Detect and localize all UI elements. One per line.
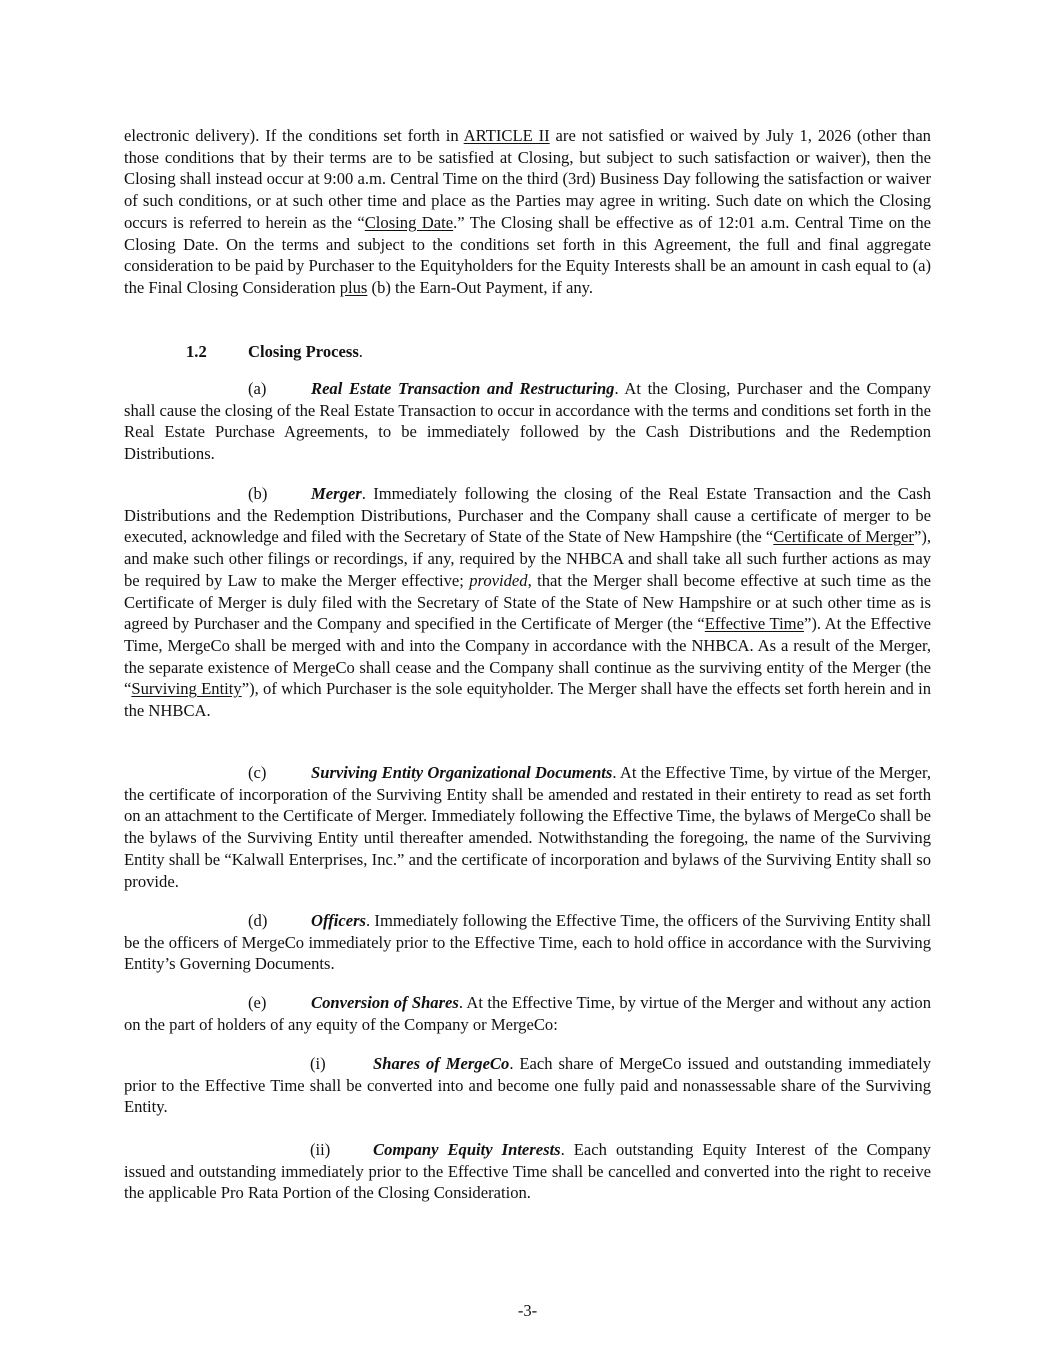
text: . At the Closing, Purchaser and the Company shall cause the closing of the Real Estate Transaction to occur in accordance with the terms and conditions set forth in the Real Estate Purchase Agreements, to be immediately followed by the Cash Distributions and the Redemption Distributions. (124, 379, 931, 464)
paragraph-b (124, 483, 931, 722)
text: . Immediately following the closing of the Real Estate Transaction and the Cash Distributions and the Redemption Distributions, Purchaser and the Company shall cause a certificate of merger to be executed, acknowledge and filed with the Secretary of State of the State of New Hampshire (the “ (124, 484, 931, 547)
defined-term: Effective Time (704, 614, 804, 634)
text: (b) the Earn-Out Payment, if any. (367, 277, 594, 297)
defined-term: Certificate of Merger (773, 527, 914, 547)
paragraph-label: (d) (248, 911, 268, 930)
italic-term: provided (469, 570, 528, 590)
paragraph-label: (c) (248, 763, 267, 782)
text: . Immediately following the Effective Time, the officers of the Surviving Entity shall be the officers of MergeCo immediately prior to the Effective Time, each to hold office in accordance with the Surviving Entity’s Governing Documents. (124, 911, 931, 974)
paragraph-heading: Officers (311, 911, 366, 930)
text: , that the Merger shall become effective at such time as the Certificate of Merger is duly filed with the Secretary of State of the State of New Hampshire or at such other time as is agreed by Purchaser and the Company and specified in the Certificate of Merger (the “ (124, 570, 931, 634)
paragraph-heading: Conversion of Shares (311, 993, 459, 1012)
paragraph-i (124, 1053, 931, 1118)
paragraph-a (124, 378, 931, 465)
paragraph-label: (a) (248, 379, 267, 398)
text: . At the Effective Time, by virtue of the Merger and without any action on the part of holders of any equity of the Company or MergeCo: (124, 993, 931, 1034)
defined-term: Closing Date (364, 212, 454, 232)
text: .” The Closing shall be effective as of 12:01 a.m. Central Time on the Closing Date. On the terms and subject to the conditions set forth in this Agreement, the full and final aggregate consideration to be paid by Purchaser to the Equityholders for the Equity Interests shall be an amount in cash equal to (a) the Final Closing Consideration (124, 212, 932, 297)
paragraph-c (124, 762, 931, 892)
defined-term: Surviving Entity (131, 679, 242, 699)
text: ”), of which Purchaser is the sole equityholder. The Merger shall have the effects set forth herein and in the NHBCA. (124, 679, 931, 721)
defined-term-link[interactable]: ARTICLE II (463, 126, 550, 145)
paragraph-heading: Surviving Entity Organizational Documents (311, 763, 613, 782)
section-title: Closing Process (248, 342, 359, 361)
paragraph-label: (b) (248, 484, 268, 503)
paragraph-d (124, 910, 931, 975)
page-number: -3- (517, 1301, 538, 1320)
text: are not satisfied or waived by July 1, 2026 (other than those conditions that by their terms are to be satisfied at Closing, but subject to such satisfaction or waiver), then the Closing shall instead occur at 9:00 a.m. Central Time on the third (3rd) Business Day following the satisfaction or waiver of such conditions, or at such other time and place as the Parties may agree in writing. Such date on which the Closing occurs is referred to herein as the “ (124, 126, 931, 232)
text: . Each share of MergeCo issued and outstanding immediately prior to the Effective Time shall be converted into and become one fully paid and nonassessable share of the Surviving Entity. (124, 1054, 932, 1117)
paragraph-heading: Real Estate Transaction and Restructuring (311, 379, 615, 398)
text: . At the Effective Time, by virtue of the Merger, the certificate of incorporation of the Surviving Entity shall be amended and restated in their entirety to read as set forth on an attachment to the Certificate of Merger. Immediately following the Effective Time, the bylaws of MergeCo shall be the bylaws of the Surviving Entity until thereafter amended. Notwithstanding the foregoing, the name of the Surviving Entity shall be “Kalwall Enterprises, Inc.” and the certificate of incorporation and bylaws of the Surviving Entity shall so provide. (124, 763, 931, 891)
paragraph-closing-date (124, 125, 931, 299)
paragraph-label: (i) (310, 1054, 326, 1073)
text: ”). At the Effective Time, MergeCo shall be merged with and into the Company in accordance with the NHBCA. As a result of the Merger, the separate existence of MergeCo shall cease and the Company shall continue as the surviving entity of the Merger (the “ (124, 614, 931, 699)
paragraph-label: (e) (248, 993, 267, 1012)
section-number: 1.2 (186, 342, 207, 361)
paragraph-e (124, 992, 931, 1035)
section-heading-1-2 (186, 341, 363, 363)
text: . (358, 342, 363, 361)
text: ”), and make such other filings or recordings, if any, required by the NHBCA and shall take all such further actions as may be required by Law to make the Merger effective; (124, 527, 931, 590)
paragraph-label: (ii) (310, 1140, 331, 1159)
paragraph-heading: Shares of MergeCo (373, 1054, 510, 1073)
text: . Each outstanding Equity Interest of the Company issued and outstanding immediately prior to the Effective Time shall be cancelled and converted into the right to receive the applicable Pro Rata Portion of the Closing Consideration. (124, 1140, 931, 1203)
text: electronic delivery). If the conditions set forth in (124, 126, 464, 145)
paragraph-heading: Company Equity Interests (373, 1140, 561, 1159)
underlined-term: plus (339, 277, 368, 297)
paragraph-ii (124, 1139, 931, 1204)
paragraph-heading: Merger (311, 484, 362, 503)
